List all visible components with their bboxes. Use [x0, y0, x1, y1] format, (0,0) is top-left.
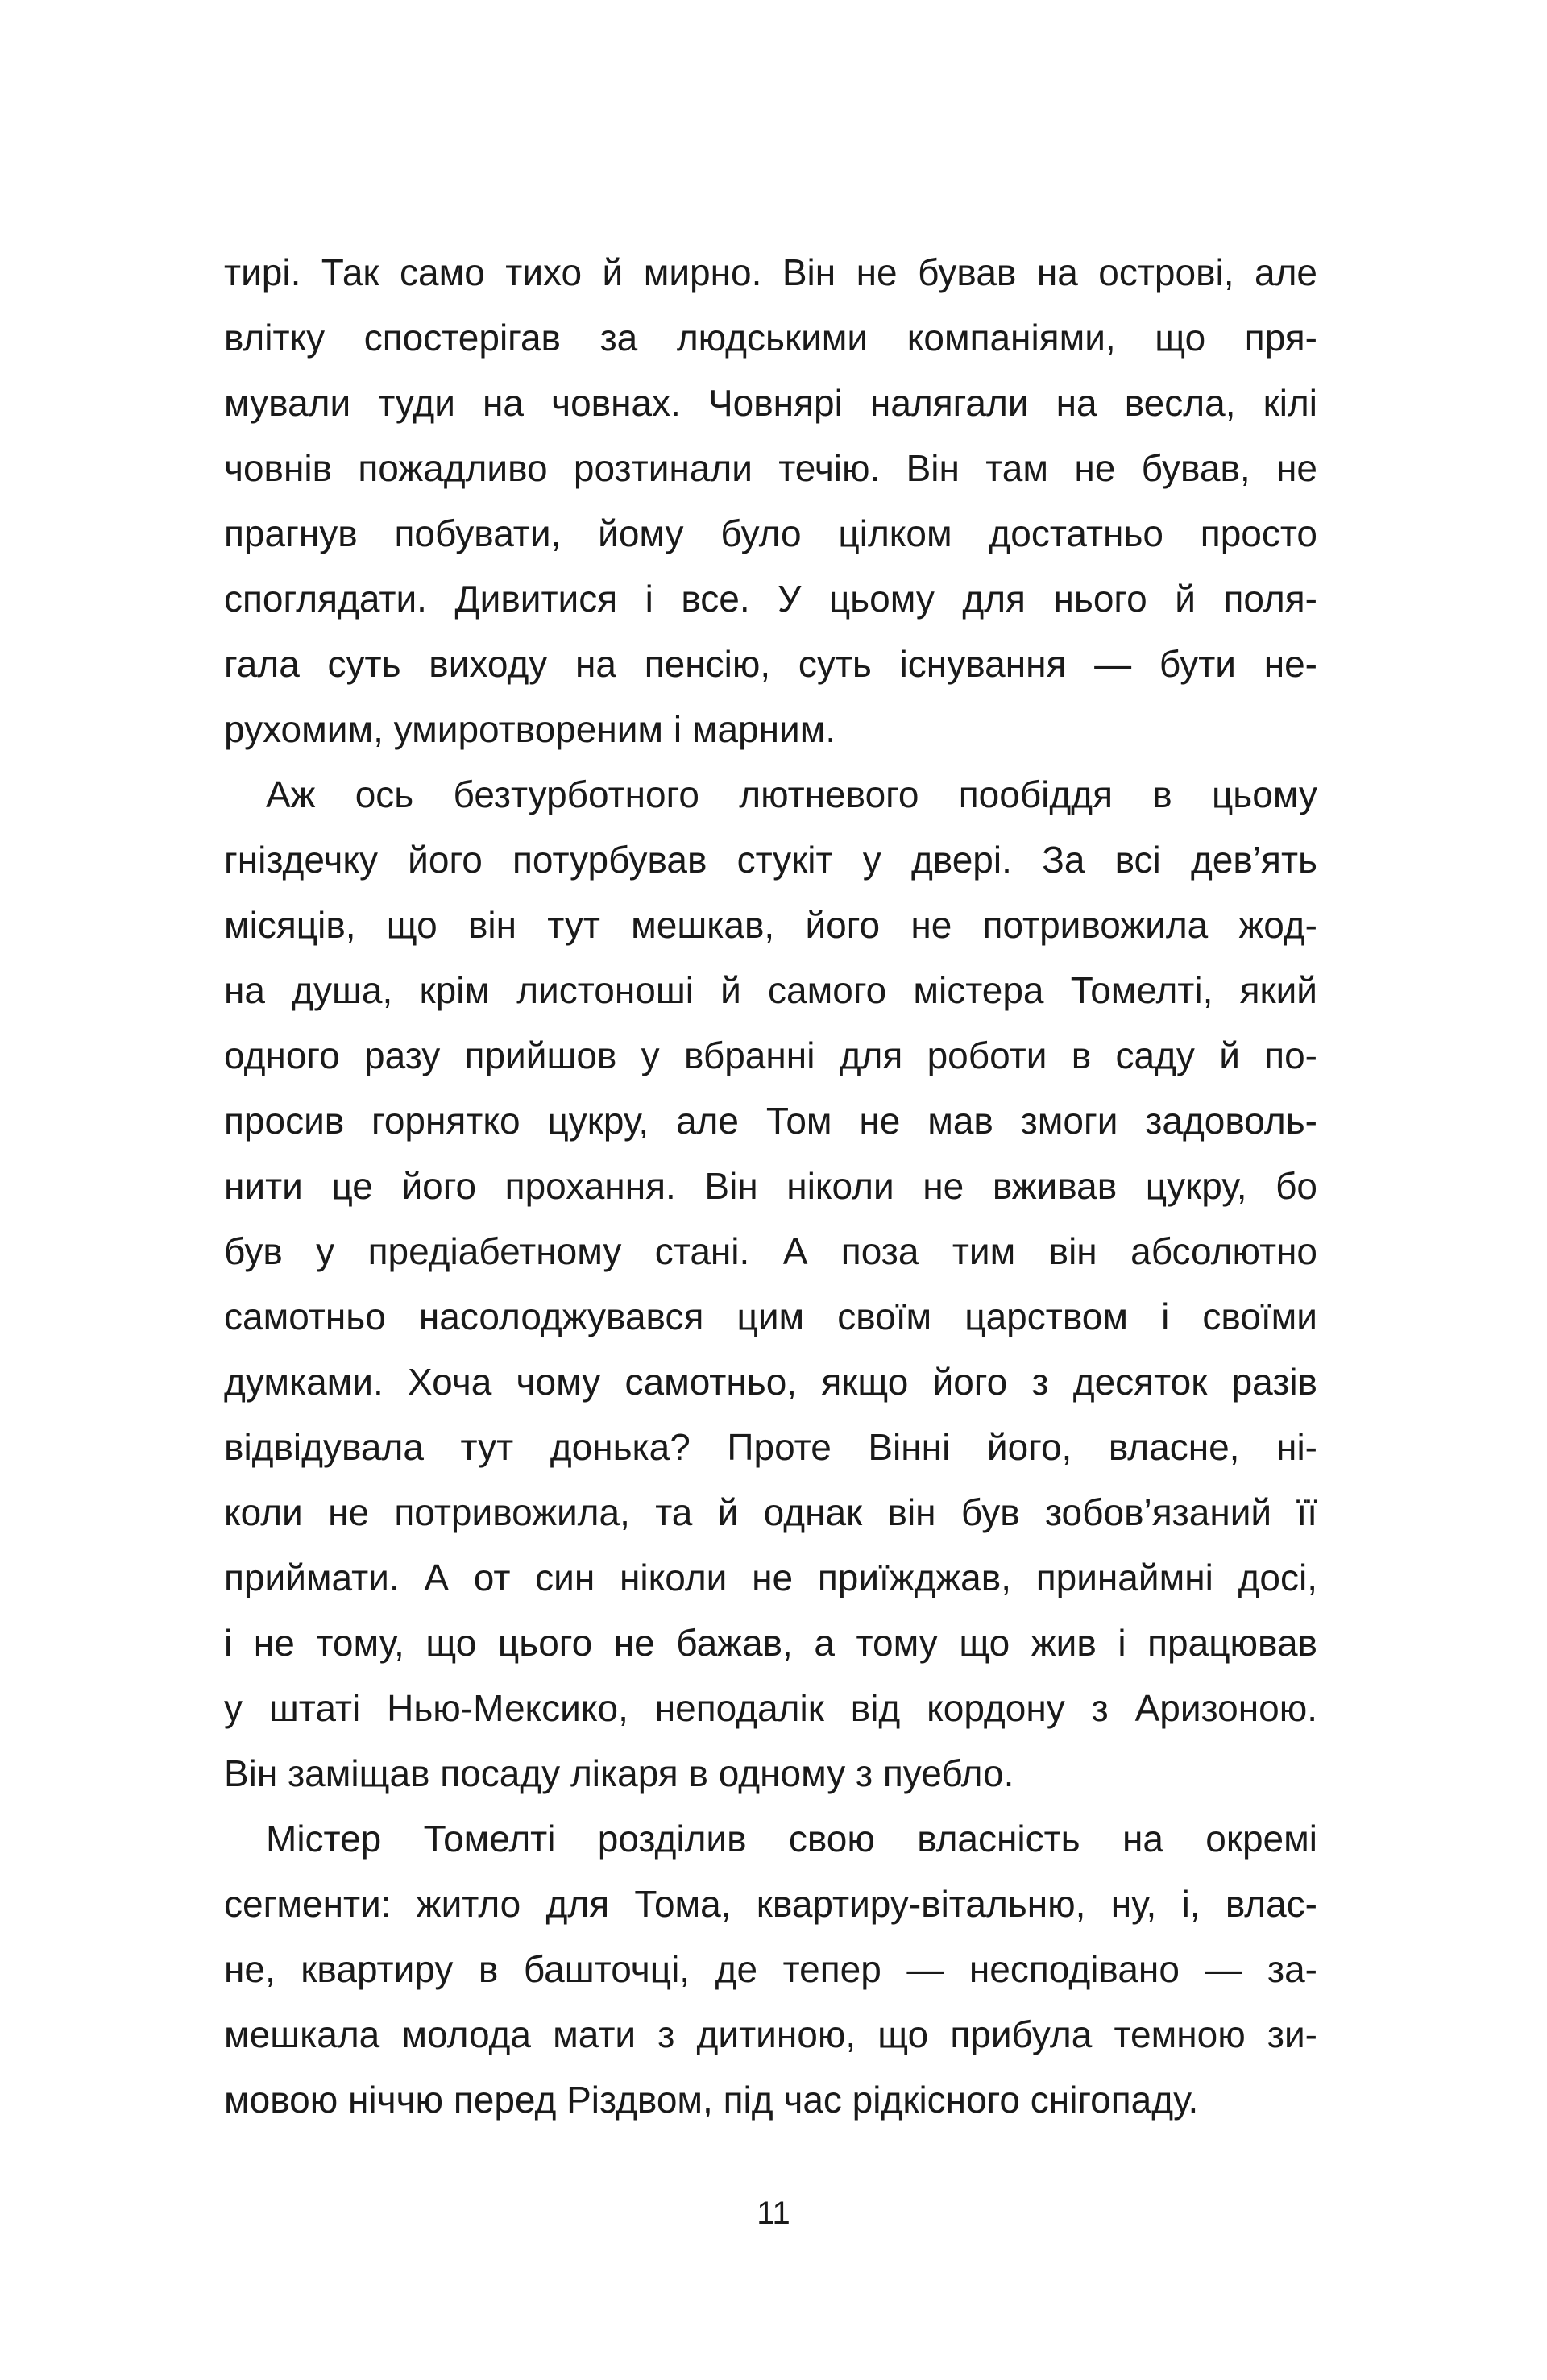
text-line: відвідувала тут донька? Проте Вінні його, власне, ні- — [224, 1426, 1317, 1468]
text-line: просив горнятко цукру, але Том не мав змоги задоволь- — [224, 1100, 1317, 1142]
text-line: рухомим, умиротвореним і марним. — [224, 708, 836, 750]
text-line: Аж ось безтурботного лютневого пообіддя в цьому — [266, 773, 1317, 815]
text-line: одного разу прийшов у вбранні для роботи в саду й по- — [224, 1035, 1317, 1076]
page-body-text — [224, 240, 1317, 2133]
text-line: нити це його прохання. Він ніколи не вживав цукру, бо — [224, 1165, 1317, 1207]
text-line: прагнув побувати, йому було цілком достатньо просто — [224, 512, 1317, 554]
text-line: мовою ніччю перед Різдвом, під час рідкісного снігопаду. — [224, 2079, 1199, 2121]
text-line: місяців, що він тут мешкав, його не потривожила жод- — [224, 904, 1317, 946]
paragraph — [224, 1806, 1317, 2133]
text-line: гала суть виходу на пенсію, суть існування — бути не- — [224, 643, 1317, 685]
text-line: мешкала молода мати з дитиною, що прибула темною зи- — [224, 2013, 1317, 2055]
text-line: самотньо насолоджувався цим своїм царством і своїми — [224, 1296, 1317, 1337]
text-line: споглядати. Дивитися і все. У цьому для нього й поля- — [224, 578, 1317, 620]
text-line: і не тому, що цього не бажав, а тому що жив і працював — [224, 1622, 1317, 1664]
text-line: мували туди на човнах. Човнярі налягали на весла, кілі — [224, 382, 1317, 424]
text-line: Він заміщав посаду лікаря в одному з пуебло. — [224, 1752, 1014, 1794]
text-line: човнів пожадливо розтинали течію. Він там не бував, не — [224, 447, 1317, 489]
text-line: сегменти: житло для Тома, квартиру-вітальню, ну, і, влас- — [224, 1883, 1317, 1925]
text-line: тирі. Так само тихо й мирно. Він не бував на острові, але — [224, 251, 1317, 293]
text-line: на душа, крім листоноші й самого містера Томелті, який — [224, 969, 1317, 1011]
text-line: приймати. А от син ніколи не приїжджав, принаймні досі, — [224, 1557, 1317, 1598]
text-line: у штаті Нью-Мексико, неподалік від кордону з Аризоною. — [224, 1687, 1317, 1729]
text-line: думками. Хоча чому самотньо, якщо його з десяток разів — [224, 1361, 1317, 1403]
page-number: 11 — [757, 2195, 790, 2231]
text-line: коли не потривожила, та й однак він був зобов’язаний її — [224, 1491, 1317, 1533]
text-line: був у предіабетному стані. А поза тим він абсолютно — [224, 1230, 1317, 1272]
paragraph — [224, 240, 1317, 762]
text-line: Містер Томелті розділив свою власність на окремі — [266, 1818, 1317, 1860]
paragraph — [224, 762, 1317, 1806]
text-line: гніздечку його потурбував стукіт у двері. За всі дев’ять — [224, 839, 1317, 881]
text-line: не, квартиру в башточці, де тепер — несподівано — за- — [224, 1948, 1317, 1990]
text-line: влітку спостерігав за людськими компаніями, що пря- — [224, 317, 1317, 359]
